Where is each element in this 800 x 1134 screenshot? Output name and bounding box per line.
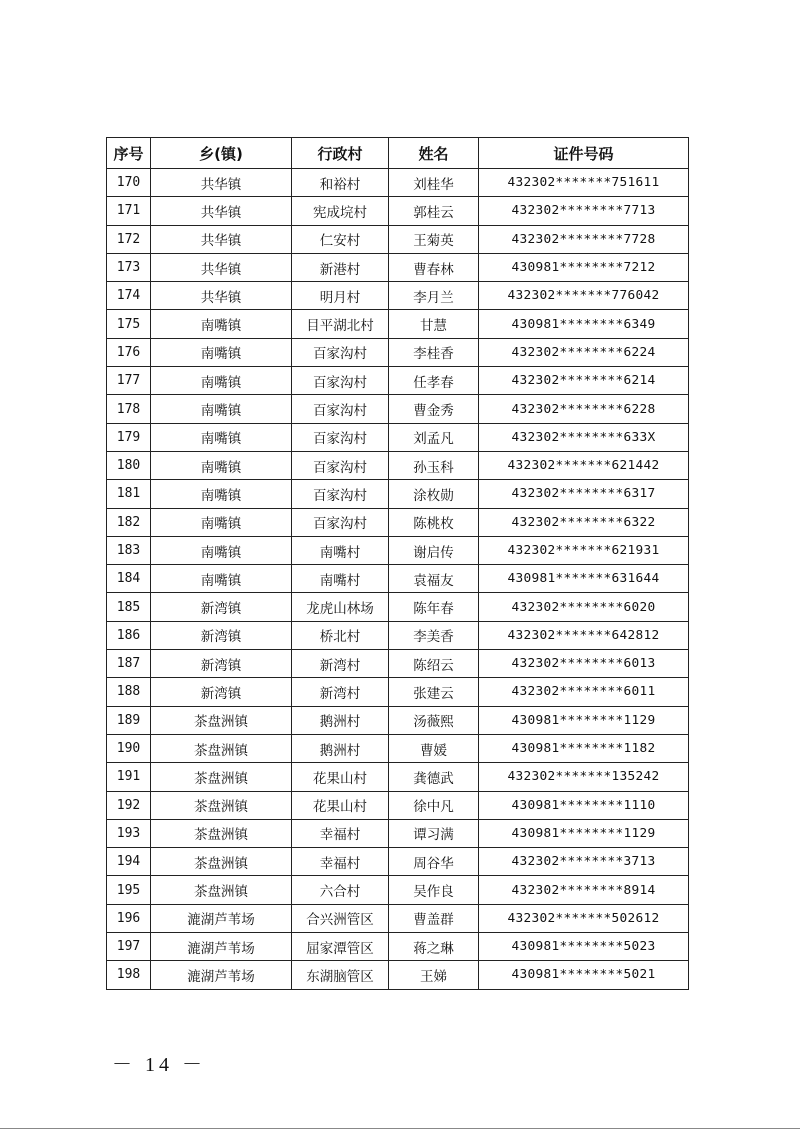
- cell-village: 新港村: [292, 253, 389, 281]
- cell-town: 南嘴镇: [151, 310, 292, 338]
- cell-name: 曹媛: [389, 734, 479, 762]
- cell-village: 和裕村: [292, 169, 389, 197]
- cell-town: 南嘴镇: [151, 395, 292, 423]
- cell-name: 李美香: [389, 621, 479, 649]
- cell-seq: 173: [107, 253, 151, 281]
- cell-town: 共华镇: [151, 197, 292, 225]
- cell-village: 新湾村: [292, 678, 389, 706]
- cell-id-number: 432302********3713: [479, 848, 689, 876]
- cell-id-number: 430981********6349: [479, 310, 689, 338]
- cell-town: 新湾镇: [151, 650, 292, 678]
- table-row: [107, 169, 689, 197]
- cell-village: 南嘴村: [292, 536, 389, 564]
- cell-town: 南嘴镇: [151, 338, 292, 366]
- cell-id-number: 430981********5021: [479, 961, 689, 989]
- cell-town: 南嘴镇: [151, 423, 292, 451]
- cell-name: 涂枚勋: [389, 480, 479, 508]
- cell-id-number: 432302*******621931: [479, 536, 689, 564]
- cell-village: 仁安村: [292, 225, 389, 253]
- cell-seq: 181: [107, 480, 151, 508]
- cell-town: 漉湖芦苇场: [151, 961, 292, 989]
- cell-id-number: 430981********7212: [479, 253, 689, 281]
- cell-name: 郭桂云: [389, 197, 479, 225]
- cell-seq: 194: [107, 848, 151, 876]
- cell-village: 百家沟村: [292, 338, 389, 366]
- cell-id-number: 432302********7728: [479, 225, 689, 253]
- cell-village: 鹅洲村: [292, 734, 389, 762]
- cell-seq: 189: [107, 706, 151, 734]
- cell-seq: 188: [107, 678, 151, 706]
- cell-town: 漉湖芦苇场: [151, 933, 292, 961]
- table-row: [107, 678, 689, 706]
- cell-town: 共华镇: [151, 253, 292, 281]
- cell-name: 李桂香: [389, 338, 479, 366]
- cell-name: 龚德武: [389, 763, 479, 791]
- cell-village: 明月村: [292, 282, 389, 310]
- cell-id-number: 432302*******135242: [479, 763, 689, 791]
- cell-name: 曹春林: [389, 253, 479, 281]
- cell-id-number: 430981*******631644: [479, 565, 689, 593]
- table-row: [107, 536, 689, 564]
- cell-seq: 184: [107, 565, 151, 593]
- cell-village: 幸福村: [292, 848, 389, 876]
- table-row: [107, 734, 689, 762]
- table-row: [107, 225, 689, 253]
- cell-name: 曹盖群: [389, 904, 479, 932]
- page-number: － 14 －: [112, 1054, 206, 1076]
- cell-name: 刘孟凡: [389, 423, 479, 451]
- cell-id-number: 430981********1129: [479, 706, 689, 734]
- cell-town: 南嘴镇: [151, 508, 292, 536]
- cell-id-number: 432302********8914: [479, 876, 689, 904]
- cell-id-number: 432302********7713: [479, 197, 689, 225]
- table-row: [107, 961, 689, 989]
- table-row: [107, 621, 689, 649]
- header-seq: 序号: [107, 138, 151, 169]
- cell-id-number: 432302********6317: [479, 480, 689, 508]
- table-row: [107, 367, 689, 395]
- cell-village: 百家沟村: [292, 451, 389, 479]
- table-row: [107, 763, 689, 791]
- cell-seq: 179: [107, 423, 151, 451]
- cell-seq: 186: [107, 621, 151, 649]
- cell-seq: 192: [107, 791, 151, 819]
- cell-id-number: 432302********6020: [479, 593, 689, 621]
- cell-id-number: 430981********5023: [479, 933, 689, 961]
- cell-name: 刘桂华: [389, 169, 479, 197]
- bottom-edge-line: [0, 1128, 800, 1129]
- cell-town: 茶盘洲镇: [151, 848, 292, 876]
- cell-village: 屈家潭管区: [292, 933, 389, 961]
- cell-village: 龙虎山林场: [292, 593, 389, 621]
- cell-village: 百家沟村: [292, 395, 389, 423]
- cell-name: 陈桃枚: [389, 508, 479, 536]
- cell-id-number: 430981********1110: [479, 791, 689, 819]
- table-row: [107, 565, 689, 593]
- cell-village: 百家沟村: [292, 367, 389, 395]
- table-row: [107, 593, 689, 621]
- cell-id-number: 430981********1129: [479, 819, 689, 847]
- cell-seq: 182: [107, 508, 151, 536]
- cell-name: 吴作良: [389, 876, 479, 904]
- table-row: [107, 933, 689, 961]
- header-name: 姓名: [389, 138, 479, 169]
- cell-seq: 171: [107, 197, 151, 225]
- table-row: [107, 395, 689, 423]
- cell-town: 茶盘洲镇: [151, 876, 292, 904]
- cell-seq: 178: [107, 395, 151, 423]
- cell-town: 新湾镇: [151, 593, 292, 621]
- table-row: [107, 904, 689, 932]
- cell-town: 南嘴镇: [151, 536, 292, 564]
- table-row: [107, 423, 689, 451]
- cell-village: 目平湖北村: [292, 310, 389, 338]
- cell-id-number: 432302********6322: [479, 508, 689, 536]
- cell-name: 孙玉科: [389, 451, 479, 479]
- cell-town: 南嘴镇: [151, 480, 292, 508]
- table-row: [107, 282, 689, 310]
- cell-id-number: 432302********6013: [479, 650, 689, 678]
- cell-seq: 193: [107, 819, 151, 847]
- cell-village: 花果山村: [292, 791, 389, 819]
- cell-seq: 177: [107, 367, 151, 395]
- cell-seq: 185: [107, 593, 151, 621]
- cell-name: 谭习满: [389, 819, 479, 847]
- cell-town: 南嘴镇: [151, 367, 292, 395]
- beneficiary-table: [106, 137, 689, 990]
- cell-village: 百家沟村: [292, 480, 389, 508]
- cell-id-number: 430981********1182: [479, 734, 689, 762]
- cell-name: 任孝春: [389, 367, 479, 395]
- cell-name: 王菊英: [389, 225, 479, 253]
- table-row: [107, 480, 689, 508]
- cell-seq: 176: [107, 338, 151, 366]
- cell-name: 谢启传: [389, 536, 479, 564]
- cell-town: 茶盘洲镇: [151, 706, 292, 734]
- cell-village: 桥北村: [292, 621, 389, 649]
- cell-seq: 175: [107, 310, 151, 338]
- cell-town: 茶盘洲镇: [151, 763, 292, 791]
- header-town: 乡(镇): [151, 138, 292, 169]
- cell-id-number: 432302********6224: [479, 338, 689, 366]
- table-body: [107, 169, 689, 990]
- cell-village: 合兴洲管区: [292, 904, 389, 932]
- cell-village: 百家沟村: [292, 423, 389, 451]
- cell-seq: 197: [107, 933, 151, 961]
- cell-name: 袁福友: [389, 565, 479, 593]
- cell-name: 徐中凡: [389, 791, 479, 819]
- table-row: [107, 197, 689, 225]
- cell-name: 陈绍云: [389, 650, 479, 678]
- cell-id-number: 432302********6214: [479, 367, 689, 395]
- cell-name: 陈年春: [389, 593, 479, 621]
- table-row: [107, 253, 689, 281]
- cell-village: 百家沟村: [292, 508, 389, 536]
- cell-seq: 180: [107, 451, 151, 479]
- cell-name: 周谷华: [389, 848, 479, 876]
- header-village: 行政村: [292, 138, 389, 169]
- cell-id-number: 432302*******502612: [479, 904, 689, 932]
- cell-id-number: 432302*******751611: [479, 169, 689, 197]
- cell-name: 李月兰: [389, 282, 479, 310]
- table-row: [107, 650, 689, 678]
- table-row: [107, 451, 689, 479]
- cell-town: 共华镇: [151, 225, 292, 253]
- table-header-row: [107, 138, 689, 169]
- cell-village: 南嘴村: [292, 565, 389, 593]
- table-row: [107, 338, 689, 366]
- cell-seq: 187: [107, 650, 151, 678]
- cell-seq: 198: [107, 961, 151, 989]
- cell-name: 王娣: [389, 961, 479, 989]
- cell-seq: 183: [107, 536, 151, 564]
- cell-village: 六合村: [292, 876, 389, 904]
- cell-id-number: 432302********633X: [479, 423, 689, 451]
- cell-village: 东湖脑管区: [292, 961, 389, 989]
- cell-village: 幸福村: [292, 819, 389, 847]
- cell-name: 曹金秀: [389, 395, 479, 423]
- cell-village: 鹅洲村: [292, 706, 389, 734]
- cell-name: 甘慧: [389, 310, 479, 338]
- cell-town: 茶盘洲镇: [151, 734, 292, 762]
- cell-name: 张建云: [389, 678, 479, 706]
- cell-village: 花果山村: [292, 763, 389, 791]
- cell-town: 共华镇: [151, 282, 292, 310]
- cell-name: 蒋之琳: [389, 933, 479, 961]
- cell-town: 茶盘洲镇: [151, 819, 292, 847]
- cell-seq: 190: [107, 734, 151, 762]
- cell-seq: 191: [107, 763, 151, 791]
- beneficiary-table-container: [106, 137, 688, 990]
- cell-town: 茶盘洲镇: [151, 791, 292, 819]
- table-row: [107, 310, 689, 338]
- cell-seq: 196: [107, 904, 151, 932]
- cell-village: 新湾村: [292, 650, 389, 678]
- table-row: [107, 508, 689, 536]
- cell-town: 新湾镇: [151, 678, 292, 706]
- table-row: [107, 706, 689, 734]
- cell-seq: 172: [107, 225, 151, 253]
- cell-id-number: 432302*******642812: [479, 621, 689, 649]
- cell-seq: 170: [107, 169, 151, 197]
- cell-town: 漉湖芦苇场: [151, 904, 292, 932]
- table-row: [107, 848, 689, 876]
- cell-town: 南嘴镇: [151, 451, 292, 479]
- cell-name: 汤薇熙: [389, 706, 479, 734]
- cell-village: 宪成垸村: [292, 197, 389, 225]
- header-id-number: 证件号码: [479, 138, 689, 169]
- table-row: [107, 791, 689, 819]
- cell-town: 共华镇: [151, 169, 292, 197]
- cell-town: 南嘴镇: [151, 565, 292, 593]
- cell-id-number: 432302*******621442: [479, 451, 689, 479]
- table-row: [107, 876, 689, 904]
- cell-id-number: 432302********6228: [479, 395, 689, 423]
- cell-seq: 174: [107, 282, 151, 310]
- cell-seq: 195: [107, 876, 151, 904]
- table-row: [107, 819, 689, 847]
- cell-id-number: 432302*******776042: [479, 282, 689, 310]
- cell-town: 新湾镇: [151, 621, 292, 649]
- cell-id-number: 432302********6011: [479, 678, 689, 706]
